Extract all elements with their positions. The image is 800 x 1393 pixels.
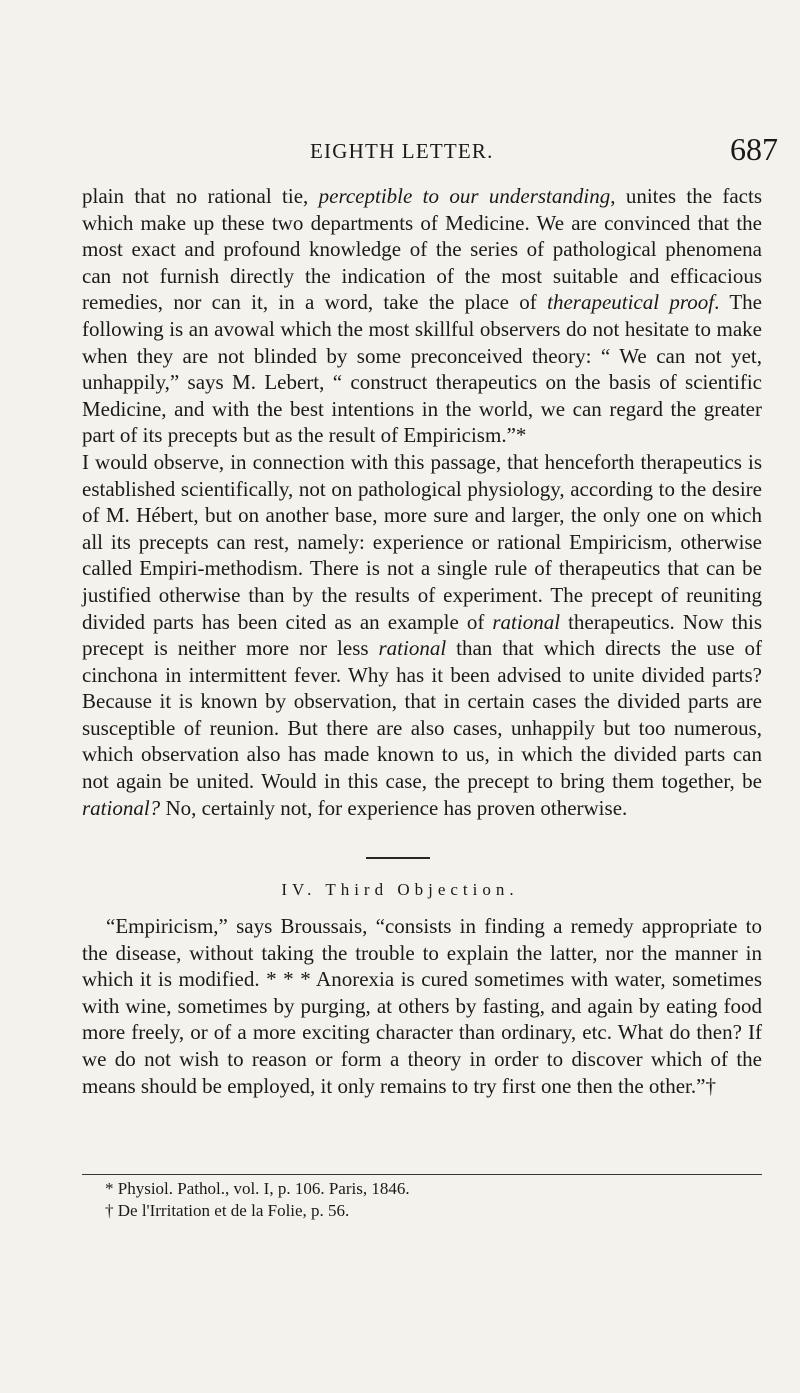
section-heading: IV. Third Objection.: [281, 880, 519, 899]
text-segment: therapeutics. Now this precept is neither more nor less: [82, 609, 762, 661]
footnote: * Physiol. Pathol., vol. I, p. 106. Paris, 1846.: [105, 1179, 410, 1198]
italic-text: therapeutical proof: [547, 290, 715, 315]
paragraph: [82, 913, 762, 1099]
footnote-rule: [82, 1174, 762, 1175]
text-segment: plain that no rational tie,: [82, 184, 319, 208]
footnotes: [105, 1178, 765, 1222]
text-segment: than that which directs the use of cinchona in intermittent fever. Why has it been advised to unite divided parts? Because it is known by observation, that in certain cases the divided parts are susceptible of reunion. But there are also cases, unhappily but too numerous, which observation also has made known to us, in which the divided parts can not again be united. Would in this case, the precept to bring them together, be: [82, 636, 762, 794]
italic-text: perceptible to our understanding: [318, 184, 611, 208]
page-header: [0, 131, 800, 171]
section-text-block: [82, 913, 762, 1099]
text-segment: . The following is an avowal which the most skillful observers do not hesitate to make when they are not blinded by some preconceived theory: “ We can not yet, unhappily,” says M. Lebert, “ construct therapeutics on the basis of scientific Medicine, and with the best intentions in the world, we can regard the greater part of its precepts but as the result of Empiricism.”*: [82, 290, 762, 448]
main-text-block: [82, 183, 762, 821]
text-segment: No, certainly not, for experience has proven otherwise.: [160, 795, 628, 820]
paragraph: [82, 449, 762, 821]
italic-text: rational?: [82, 795, 161, 820]
text-segment: , unites the facts which make up these two departments of Medicine. We are convinced that the most exact and profound knowledge of the series of pathological phenomena can not furnish directly the indication of the most suitable and efficacious remedies, nor can it, in a word, take the place of: [82, 184, 763, 315]
text-segment: I would observe, in connection with this passage, that henceforth therapeutics is established scientifically, not on pathological physiology, according to the desire of M. Hébert, but on another base, more sure and larger, the only one on which all its precepts can rest, namely: experience or rational Empiricism, otherwise called Empiri-methodism. There is not a single rule of therapeutics that can be justified otherwise than by the results of experiment. The precept of reuniting divided parts has been cited as an example of: [82, 449, 762, 634]
text-segment: “Empiricism,” says Broussais, “consists in finding a remedy appropriate to the disease, without taking the trouble to explain the latter, nor the manner in which it is modified. * * * Anorexia is cured sometimes with water, sometimes with wine, sometimes by purging, at others by fasting, and again by eating food more freely, or of a more exciting character than ordinary, etc. What do then? If we do not wish to reason or form a theory in order to discover which of the means should be employed, it only remains to try first one then the other.”†: [82, 914, 762, 1098]
section-divider: [366, 857, 430, 859]
running-title: EIGHTH LETTER.: [310, 139, 494, 163]
footnote: † De l'Irritation et de la Folie, p. 56.: [105, 1201, 350, 1220]
page-number: 687: [730, 131, 778, 167]
italic-text: rational: [378, 636, 447, 661]
italic-text: rational: [492, 609, 561, 634]
paragraph: [82, 183, 762, 449]
